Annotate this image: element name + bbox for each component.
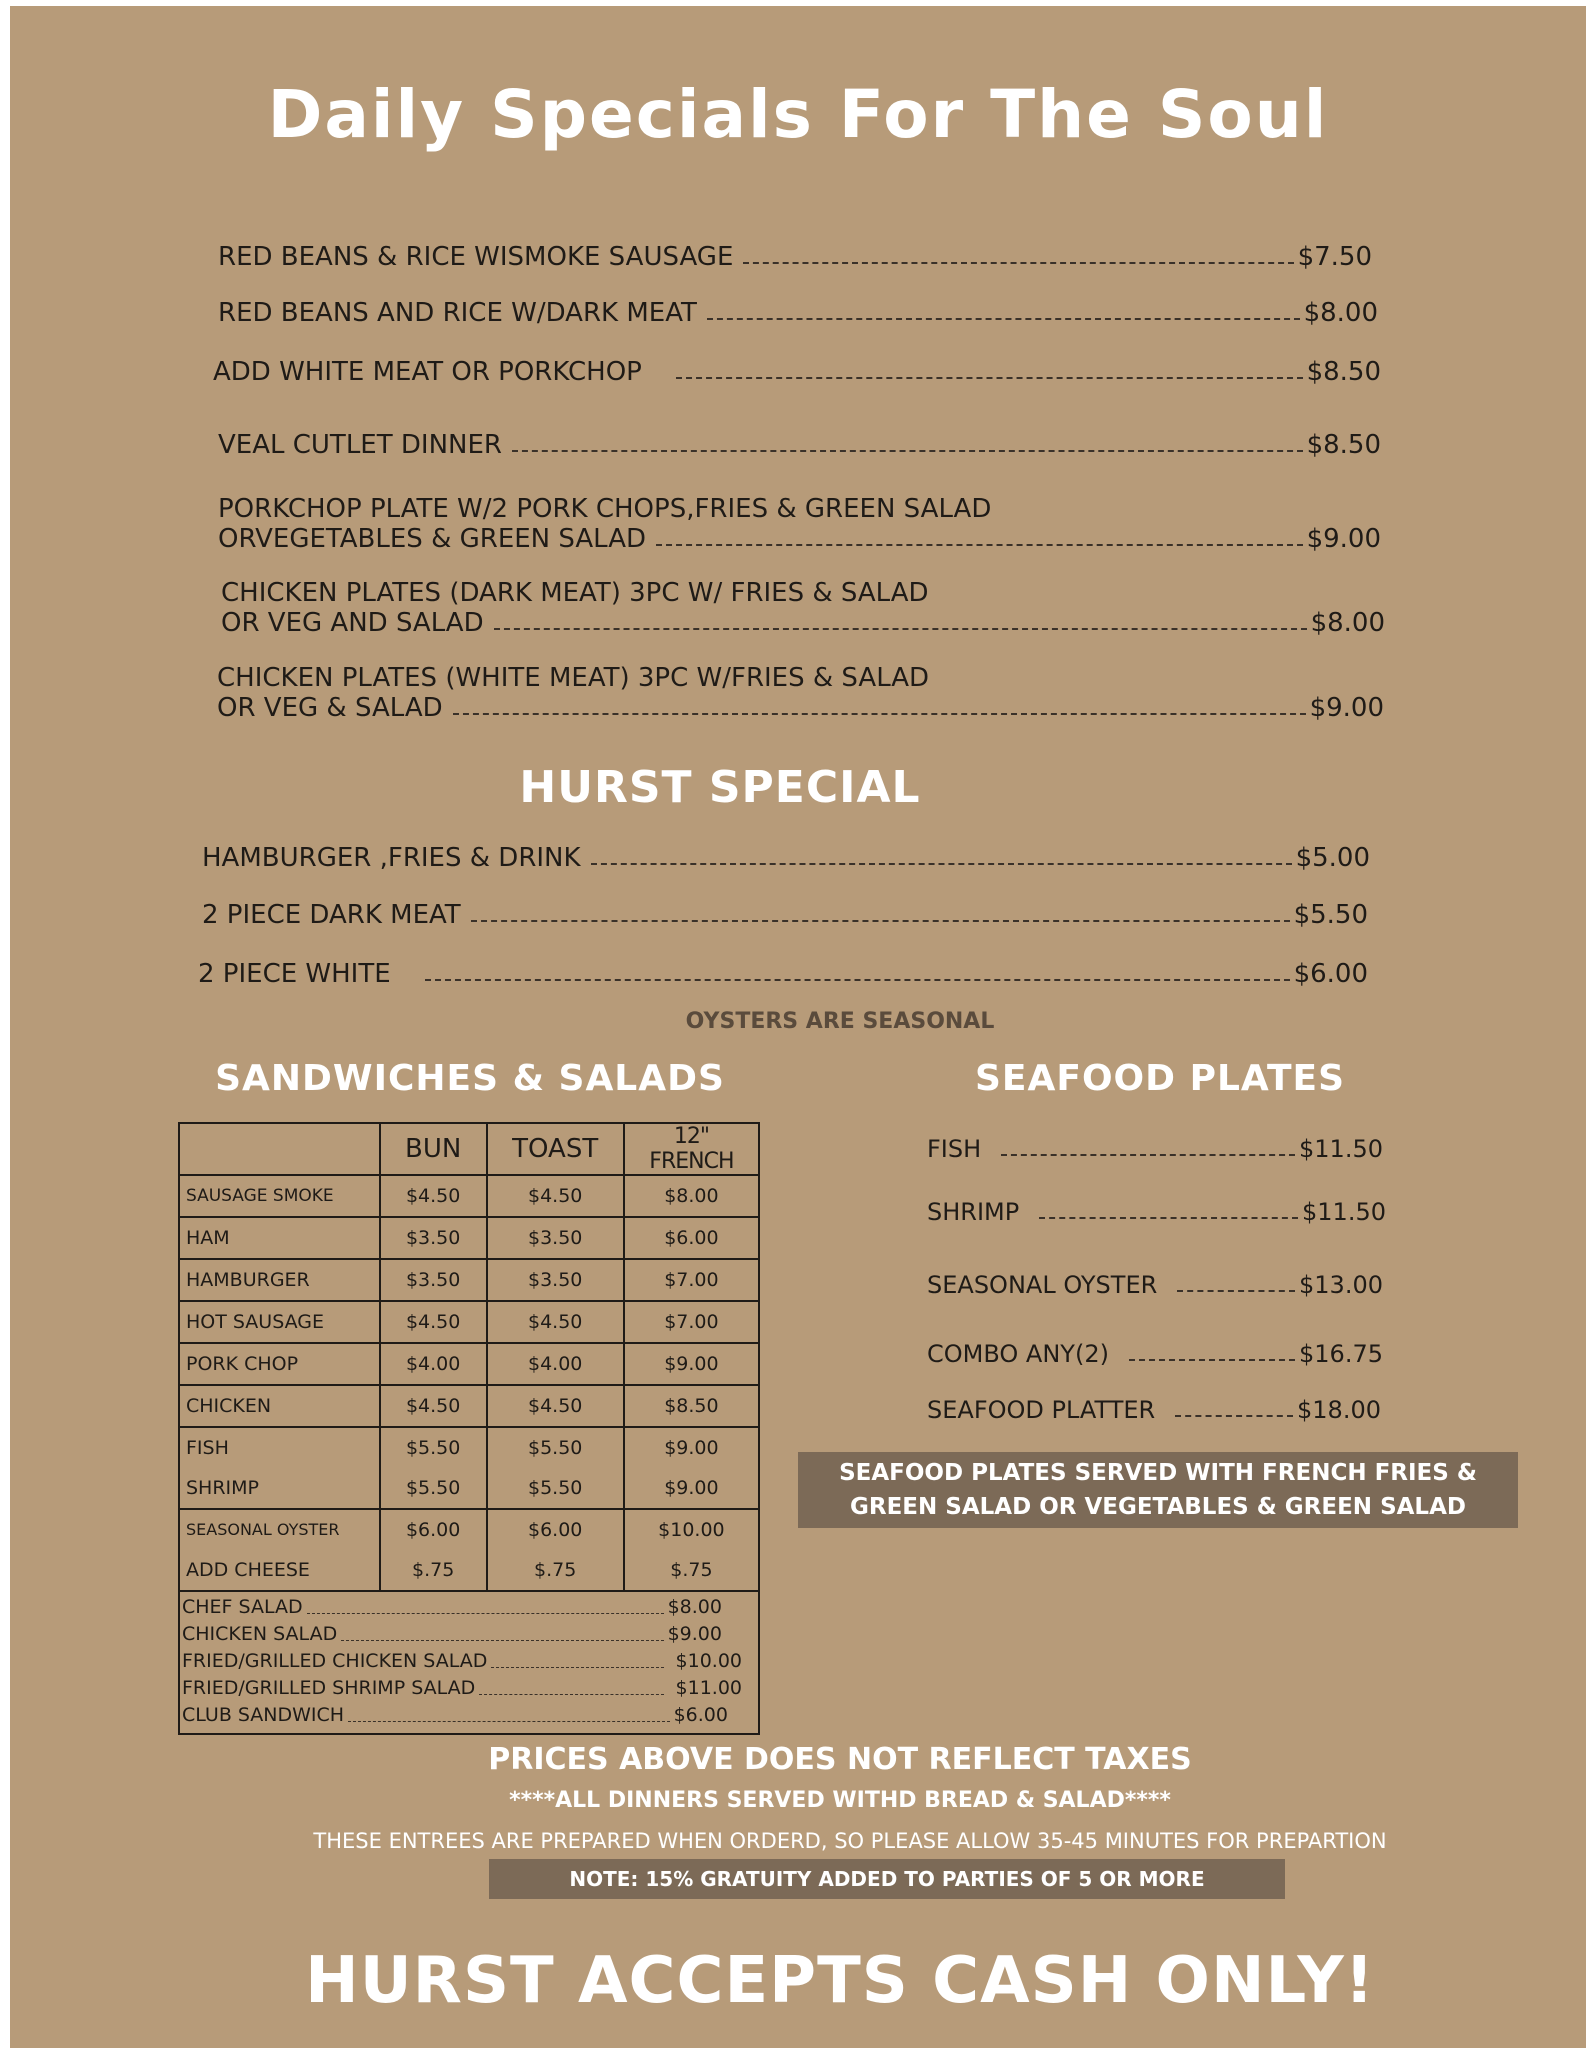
taxes-note: PRICES ABOVE DOES NOT REFLECT TAXES [488, 1742, 1192, 1777]
item-name-line2: OR VEG AND SALAD [221, 608, 484, 638]
salad-item [182, 1702, 728, 1729]
item-price: $5.00 [1295, 843, 1370, 873]
dot-leader [307, 1613, 664, 1614]
item-price: $13.00 [1299, 1271, 1383, 1299]
sandwiches-heading: SANDWICHES & SALADS [215, 1058, 725, 1099]
item-price: $18.00 [1297, 1396, 1381, 1424]
salad-name: CHEF SALAD [182, 1596, 303, 1618]
cell-price: $8.50 [624, 1385, 759, 1427]
dot-leader [425, 979, 1290, 981]
cell-price: $6.00 [405, 1519, 461, 1541]
salad-price: $8.00 [667, 1596, 722, 1618]
item-price: $9.00 [1309, 693, 1384, 723]
cell-price: $4.00 [380, 1343, 487, 1385]
item-price: $6.00 [1293, 959, 1368, 989]
item-name: SHRIMP [927, 1198, 1020, 1226]
item-price: $9.00 [1306, 524, 1381, 554]
cell-price: $5.50 [405, 1477, 461, 1499]
item-price: $8.00 [1310, 608, 1385, 638]
cash-only-banner: HURST ACCEPTS CASH ONLY! [305, 1944, 1375, 2018]
item-name: HAMBURGER ,FRIES & DRINK [202, 843, 581, 873]
table-row [179, 1385, 759, 1427]
salad-name: FRIED/GRILLED CHICKEN SALAD [182, 1650, 488, 1672]
special-item [213, 357, 1381, 387]
hurst-item [202, 843, 1370, 873]
cell-price: $3.50 [487, 1217, 624, 1259]
item-name-line1: CHICKEN PLATES (WHITE MEAT) 3PC W/FRIES & SALAD [217, 663, 930, 693]
cell-price: $4.50 [487, 1175, 624, 1217]
hurst-special-heading: HURST SPECIAL [519, 762, 921, 813]
column-header: TOAST [487, 1123, 624, 1175]
salad-name: CLUB SANDWICH [182, 1704, 345, 1726]
dot-leader [453, 713, 1306, 715]
special-item [218, 494, 1381, 554]
special-item [218, 430, 1381, 460]
cell-price: $4.50 [380, 1175, 487, 1217]
item-name: 2 PIECE DARK MEAT [202, 900, 461, 930]
cell-price: $3.50 [380, 1217, 487, 1259]
seafood-served-note [798, 1452, 1518, 1528]
cell-price: $4.00 [487, 1343, 624, 1385]
hurst-item [202, 900, 1368, 930]
cell-price: $9.00 [664, 1477, 719, 1499]
cell-price: $9.00 [664, 1437, 719, 1459]
dot-leader [743, 262, 1293, 264]
dot-leader [656, 544, 1303, 546]
item-name-line2: ORVEGETABLES & GREEN SALAD [218, 524, 647, 554]
special-item [218, 242, 1372, 272]
row-name: SAUSAGE SMOKE [179, 1175, 380, 1217]
salad-name: CHICKEN SALAD [182, 1623, 338, 1645]
cell-price: $3.50 [380, 1259, 487, 1301]
cell-price-group [624, 1427, 759, 1509]
row-name: HAM [179, 1217, 380, 1259]
item-name: RED BEANS AND RICE W/DARK MEAT [218, 298, 697, 328]
item-name: VEAL CUTLET DINNER [218, 430, 502, 460]
dot-leader [1039, 1217, 1298, 1219]
table-row-group [179, 1509, 759, 1591]
cell-price: $7.00 [624, 1301, 759, 1343]
item-price: $11.50 [1299, 1135, 1383, 1163]
dot-leader [1175, 1415, 1293, 1417]
item-price: $5.50 [1293, 900, 1368, 930]
item-name: SEAFOOD PLATTER [927, 1396, 1156, 1424]
item-name: COMBO ANY(2) [927, 1340, 1109, 1368]
dot-leader [348, 1721, 670, 1722]
salad-item [182, 1648, 742, 1675]
row-name: PORK CHOP [179, 1343, 380, 1385]
table-header-row [179, 1123, 759, 1175]
seafood-item [927, 1134, 1383, 1164]
row-name-group [179, 1427, 380, 1509]
column-header: BUN [380, 1123, 487, 1175]
table-row [179, 1175, 759, 1217]
cell-price: $5.50 [528, 1477, 583, 1499]
salad-price: $10.00 [675, 1650, 742, 1672]
salad-price: $11.00 [675, 1677, 742, 1699]
header-corner [179, 1123, 380, 1175]
item-name: SEASONAL OYSTER [927, 1271, 1158, 1299]
oysters-seasonal-note: OYSTERS ARE SEASONAL [685, 1009, 995, 1034]
table-row [179, 1343, 759, 1385]
dot-leader [707, 318, 1300, 320]
cell-price: $3.50 [487, 1259, 624, 1301]
cell-price: $4.50 [380, 1301, 487, 1343]
cell-price: $4.50 [487, 1385, 624, 1427]
note-line: SEAFOOD PLATES SERVED WITH FRENCH FRIES & [839, 1460, 1477, 1486]
cell-price: $4.50 [487, 1301, 624, 1343]
salad-price: $9.00 [667, 1623, 722, 1645]
cell-price-group [487, 1427, 624, 1509]
item-price: $11.50 [1302, 1198, 1386, 1226]
row-name: ADD CHEESE [186, 1559, 310, 1581]
salad-list [179, 1591, 759, 1734]
menu-board [10, 6, 1586, 2048]
special-item [218, 298, 1378, 328]
cell-price: $6.00 [624, 1217, 759, 1259]
item-price: $8.50 [1306, 430, 1381, 460]
salad-item [182, 1675, 742, 1702]
salad-price: $6.00 [673, 1704, 728, 1726]
dot-leader [341, 1640, 663, 1641]
cell-price-group [380, 1427, 487, 1509]
cell-price: $5.50 [405, 1437, 461, 1459]
gratuity-note: NOTE: 15% GRATUITY ADDED TO PARTIES OF 5 OR MORE [489, 1859, 1285, 1899]
seafood-item [927, 1270, 1383, 1300]
cell-price: $.75 [534, 1559, 577, 1581]
dot-leader [479, 1694, 663, 1695]
table-row [179, 1301, 759, 1343]
dot-leader [591, 863, 1292, 865]
menu-title: Daily Specials For The Soul [267, 76, 1329, 153]
row-name: HAMBURGER [179, 1259, 380, 1301]
item-name: RED BEANS & RICE WISMOKE SAUSAGE [218, 242, 734, 272]
row-name: SEASONAL OYSTER [186, 1520, 340, 1539]
seafood-item [927, 1197, 1386, 1227]
salad-item [182, 1621, 722, 1648]
note-line: GREEN SALAD OR VEGETABLES & GREEN SALAD [850, 1494, 1466, 1520]
row-name: SHRIMP [186, 1477, 260, 1499]
row-name: CHICKEN [179, 1385, 380, 1427]
cell-price: $5.50 [528, 1437, 583, 1459]
row-name-group [179, 1509, 380, 1591]
item-name-line1: PORKCHOP PLATE W/2 PORK CHOPS,FRIES & GREEN SALAD [218, 494, 992, 524]
salads-row [179, 1591, 759, 1734]
cell-price: $10.00 [658, 1519, 725, 1541]
cell-price: $4.50 [380, 1385, 487, 1427]
cell-price: $6.00 [528, 1519, 583, 1541]
dot-leader [1177, 1290, 1295, 1292]
item-name: FISH [927, 1135, 982, 1163]
row-name: HOT SAUSAGE [179, 1301, 380, 1343]
sandwich-price-table [178, 1122, 760, 1735]
item-name-line2: OR VEG & SALAD [217, 693, 443, 723]
dot-leader [471, 920, 1290, 922]
cell-price: $.75 [412, 1559, 455, 1581]
salad-name: FRIED/GRILLED SHRIMP SALAD [182, 1677, 476, 1699]
item-name: 2 PIECE WHITE [198, 959, 391, 989]
cell-price-group [624, 1509, 759, 1591]
item-name-line1: CHICKEN PLATES (DARK MEAT) 3PC W/ FRIES & SALAD [221, 578, 929, 608]
preparation-note: THESE ENTREES ARE PREPARED WHEN ORDERD, SO PLEASE ALLOW 35-45 MINUTES FOR PREPARTION [313, 1829, 1387, 1853]
cell-price: $7.00 [624, 1259, 759, 1301]
seafood-heading: SEAFOOD PLATES [974, 1058, 1346, 1099]
table-row [179, 1217, 759, 1259]
item-name: ADD WHITE MEAT OR PORKCHOP [213, 357, 642, 387]
cell-price-group [487, 1509, 624, 1591]
hurst-item [198, 959, 1368, 989]
row-name: FISH [186, 1437, 229, 1459]
column-header: 12" FRENCH [624, 1123, 759, 1175]
table-row-group [179, 1427, 759, 1509]
item-price: $8.00 [1303, 298, 1378, 328]
dot-leader [1001, 1154, 1295, 1156]
item-price: $8.50 [1306, 357, 1381, 387]
table-row [179, 1259, 759, 1301]
dot-leader [676, 377, 1303, 379]
item-price: $7.50 [1297, 242, 1372, 272]
dot-leader [1129, 1359, 1295, 1361]
special-item [217, 663, 1384, 723]
dot-leader [491, 1667, 663, 1668]
cell-price: $.75 [670, 1559, 713, 1581]
salad-item [182, 1594, 722, 1621]
cell-price: $9.00 [624, 1343, 759, 1385]
seafood-item [927, 1395, 1381, 1425]
seafood-item [927, 1339, 1383, 1369]
item-price: $16.75 [1299, 1340, 1383, 1368]
special-item [221, 578, 1385, 638]
dot-leader [494, 628, 1307, 630]
bread-note: ****ALL DINNERS SERVED WITHD BREAD & SALAD**** [509, 1788, 1171, 1813]
cell-price: $8.00 [624, 1175, 759, 1217]
dot-leader [512, 450, 1303, 452]
cell-price-group [380, 1509, 487, 1591]
